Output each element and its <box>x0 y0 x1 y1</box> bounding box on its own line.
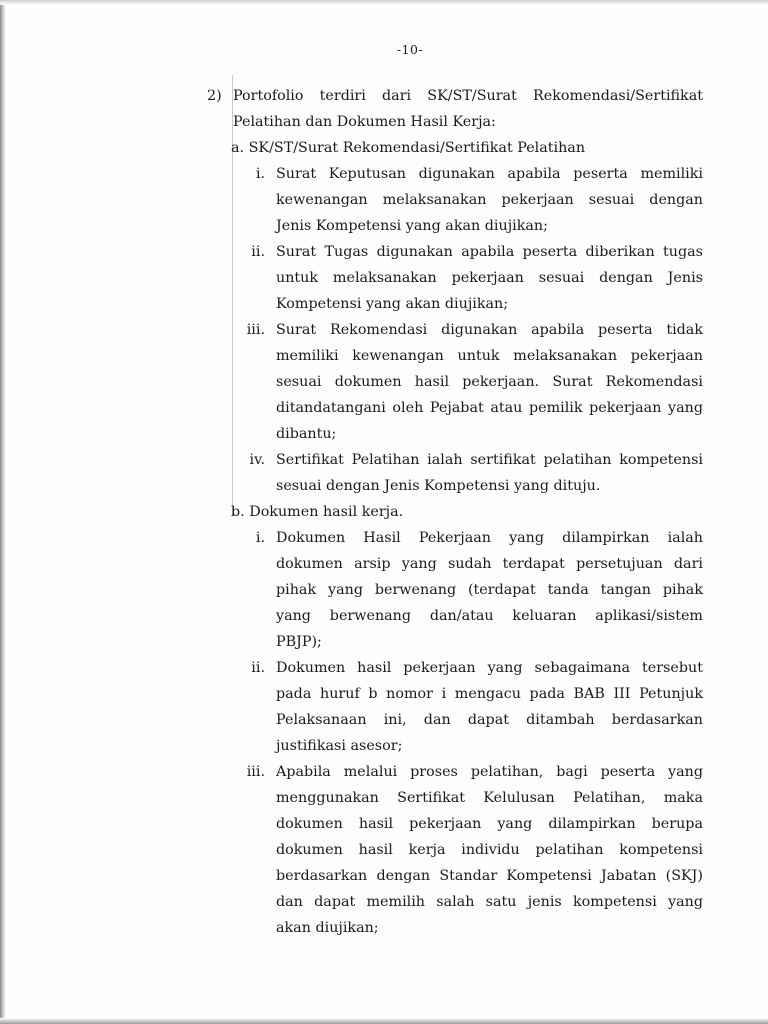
document-body <box>0 83 768 941</box>
section-a-item-line <box>0 369 768 395</box>
section-b-item-marker: ii. <box>251 660 265 676</box>
section-b-item-line <box>0 811 768 837</box>
item-2-marker: 2) <box>207 88 222 104</box>
section-b-item-text: dokumen arsip yang sudah terdapat persetujuan dari <box>276 556 703 572</box>
section-b-item-line <box>0 837 768 863</box>
section-b-item-text: Pelaksanaan ini, dan dapat ditambah berdasarkan <box>276 712 703 728</box>
section-a-item-marker: iv. <box>249 452 265 468</box>
section-b-item-line <box>0 577 768 603</box>
section-a-item-line <box>0 395 768 421</box>
section-b-item-text: Dokumen hasil pekerjaan yang sebagaimana tersebut <box>276 660 703 676</box>
section-a-item-line <box>0 187 768 213</box>
section-a-item-marker: iii. <box>246 322 265 338</box>
section-b-item-text: PBJP); <box>276 634 322 650</box>
section-b-item-line <box>0 629 768 655</box>
section-b-item-text: pihak yang berwenang (terdapat tanda tangan pihak <box>276 582 703 598</box>
section-a-heading: a. SK/ST/Surat Rekomendasi/Sertifikat Pelatihan <box>231 140 586 156</box>
section-b-heading-line <box>0 499 768 525</box>
scan-top-edge <box>0 0 768 5</box>
item-2-text: Portofolio terdiri dari SK/ST/Surat Rekomendasi/Sertifikat <box>233 88 703 104</box>
section-b-item-text: yang berwenang dan/atau keluaran aplikasi/sistem <box>276 608 703 624</box>
section-a-item-text: memiliki kewenangan untuk melaksanakan pekerjaan <box>276 348 703 364</box>
page-number: -10- <box>396 42 424 57</box>
section-a-item-text: Surat Rekomendasi digunakan apabila peserta tidak <box>276 322 703 338</box>
section-b-heading: b. Dokumen hasil kerja. <box>231 504 404 520</box>
item-2-text: Pelatihan dan Dokumen Hasil Kerja: <box>233 114 496 130</box>
section-b-item-text: dan dapat memilih salah satu jenis kompetensi yang <box>276 894 703 910</box>
section-b-item-line <box>0 863 768 889</box>
section-a-item-line <box>0 239 768 265</box>
section-a-item-text: ditandatangani oleh Pejabat atau pemilik pekerjaan yang <box>276 400 703 416</box>
section-b-item-line <box>0 525 768 551</box>
section-b-item-line <box>0 681 768 707</box>
section-a-item-text: dibantu; <box>276 426 337 442</box>
section-a-heading-line <box>0 135 768 161</box>
section-b-item-marker: iii. <box>246 764 265 780</box>
section-b-item-marker: i. <box>255 530 265 546</box>
section-a-item-line <box>0 265 768 291</box>
section-a-item-text: Sertifikat Pelatihan ialah sertifikat pelatihan kompetensi <box>276 452 703 468</box>
section-a-item-text: kewenangan melaksanakan pekerjaan sesuai dengan <box>276 192 703 208</box>
section-a-item-text: Surat Tugas digunakan apabila peserta diberikan tugas <box>276 244 703 260</box>
scan-bottom-edge <box>0 1018 768 1024</box>
section-b-item-line <box>0 707 768 733</box>
section-b-item-text: Dokumen Hasil Pekerjaan yang dilampirkan ialah <box>276 530 703 546</box>
section-a-item-line <box>0 317 768 343</box>
section-b-item-line <box>0 785 768 811</box>
item-2-line <box>0 109 768 135</box>
section-a-item-line <box>0 213 768 239</box>
section-a-item-text: Kompetensi yang akan diujikan; <box>276 296 509 312</box>
section-a-item-line <box>0 421 768 447</box>
section-b-item-text: akan diujikan; <box>276 920 379 936</box>
section-b-item-text: Apabila melalui proses pelatihan, bagi peserta yang <box>276 764 703 780</box>
section-b-item-text: berdasarkan dengan Standar Kompetensi Jabatan (SKJ) <box>276 868 703 884</box>
section-b-item-line <box>0 889 768 915</box>
section-a-item-line <box>0 343 768 369</box>
section-a-item-line <box>0 473 768 499</box>
section-a-item-text: Surat Keputusan digunakan apabila peserta memiliki <box>276 166 703 182</box>
section-b-item-text: dokumen hasil pekerjaan yang dilampirkan berupa <box>276 816 703 832</box>
section-a-item-line <box>0 161 768 187</box>
section-a-item-text: Jenis Kompetensi yang akan diujikan; <box>276 218 548 234</box>
section-a-item-line <box>0 291 768 317</box>
item-2-line <box>0 83 768 109</box>
section-b-item-line <box>0 655 768 681</box>
section-b-item-text: dokumen hasil kerja individu pelatihan kompetensi <box>276 842 703 858</box>
section-b-item-line <box>0 551 768 577</box>
section-a-item-text: sesuai dengan Jenis Kompetensi yang dituju. <box>276 478 601 494</box>
section-a-item-marker: ii. <box>251 244 265 260</box>
section-a-item-line <box>0 447 768 473</box>
section-b-item-line <box>0 915 768 941</box>
section-b-item-line <box>0 733 768 759</box>
section-b-item-text: menggunakan Sertifikat Kelulusan Pelatihan, maka <box>276 790 703 806</box>
section-a-item-marker: i. <box>255 166 265 182</box>
section-b-item-text: pada huruf b nomor i mengacu pada BAB III Petunjuk <box>276 686 703 702</box>
section-b-item-line <box>0 759 768 785</box>
section-a-item-text: untuk melaksanakan pekerjaan sesuai dengan Jenis <box>276 270 703 286</box>
section-a-item-text: sesuai dokumen hasil pekerjaan. Surat Rekomendasi <box>276 374 703 390</box>
section-b-item-text: justifikasi asesor; <box>276 738 403 754</box>
section-b-item-line <box>0 603 768 629</box>
